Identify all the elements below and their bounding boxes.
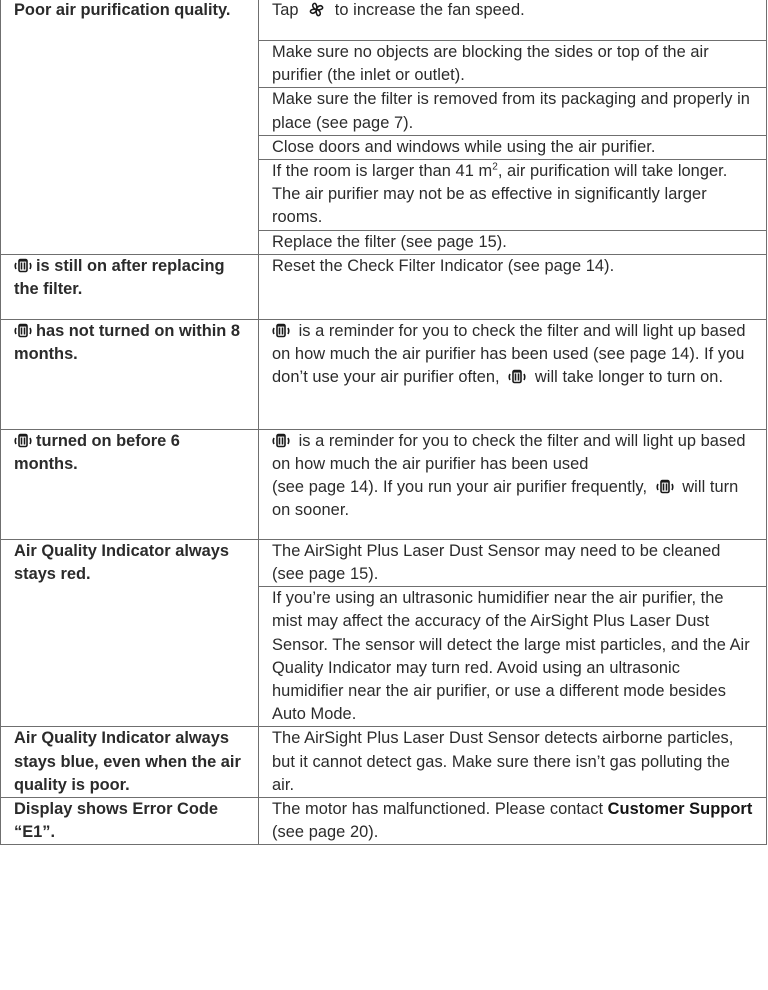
solution-text: is a reminder for you to check the filter and will light up based on how much the air purifier has been used (272, 431, 746, 474)
solution-text: The AirSight Plus Laser Dust Sensor detects airborne particles, but it cannot detect gas. Make sure there isn’t gas polluting the air. (272, 729, 734, 794)
issue-text: Air Quality Indicator always stays red. (14, 541, 229, 584)
table-row (1, 539, 767, 586)
solution-text: If you’re using an ultrasonic humidifier near the air purifier, the mist may affect the accuracy of the AirSight Plus Laser Dust Sensor. The sensor will detect the large mist particles, and the Air Quality Indicator may turn red. Avoid using an ultrasonic humidifier near the air purifier, or use a different mode besides Auto Mode. (272, 589, 750, 724)
table-row (1, 798, 767, 845)
issue-cell (1, 539, 259, 727)
solution-text: If the room is larger than 41 m (272, 162, 493, 181)
issue-cell (1, 319, 259, 429)
issue-cell (1, 727, 259, 798)
solution-text: The AirSight Plus Laser Dust Sensor may need to be cleaned (see page 15). (272, 541, 721, 584)
issue-text: Poor air purification quality. (14, 1, 231, 19)
solution-cell (259, 727, 767, 798)
table-row (1, 254, 767, 319)
superscript: 2 (492, 161, 498, 173)
solution-text: The motor has malfunctioned. Please contact (272, 800, 604, 819)
issue-text: has not turned on within 8 months. (14, 321, 240, 364)
issue-cell (1, 254, 259, 319)
check-filter-icon (272, 432, 290, 449)
solution-text: will turn on sooner. (272, 478, 739, 520)
solution-text: will take longer to turn on. (534, 368, 724, 387)
issue-text: turned on before 6 months. (14, 431, 180, 474)
issue-cell (1, 429, 259, 539)
solution-text: Replace the filter (see page 15). (272, 232, 507, 251)
solution-cell (259, 429, 767, 539)
solution-cell (259, 135, 767, 159)
solution-cell (259, 88, 767, 135)
solution-text: is a reminder for you to check the filter and will light up based on how much the air purifier has been used (see page 14). If you don’t use your air purifier often, (272, 321, 746, 387)
solution-cell (259, 798, 767, 845)
solution-cell (259, 160, 767, 231)
issue-cell (1, 0, 259, 254)
table-row (1, 319, 767, 429)
solution-cell (259, 230, 767, 254)
customer-support-link-text: Customer Support (607, 800, 753, 819)
check-filter-icon (14, 257, 32, 274)
issue-text: is still on after replacing the filter. (14, 256, 225, 299)
solution-text: Tap (272, 1, 299, 19)
solution-cell (259, 254, 767, 319)
solution-text: (see page 14). If you run your air purifier frequently, (272, 478, 648, 497)
issue-text: Display shows Error Code “E1”. (14, 800, 219, 842)
solution-cell (259, 587, 767, 727)
check-filter-icon (272, 322, 290, 339)
issue-text: Air Quality Indicator always stays blue, even when the air quality is poor. (14, 729, 241, 794)
solution-cell (259, 0, 767, 41)
solution-text: (see page 20). (272, 823, 379, 842)
fan-icon (308, 1, 325, 18)
solution-text: Close doors and windows while using the air purifier. (272, 137, 656, 156)
solution-cell (259, 319, 767, 429)
check-filter-icon (508, 368, 526, 385)
check-filter-icon (14, 432, 32, 449)
solution-text: Reset the Check Filter Indicator (see page 14). (272, 256, 615, 275)
solution-text: , air purification will take longer. The air purifier may not be as effective in significantly larger rooms. (272, 162, 728, 227)
solution-text: to increase the fan speed. (334, 1, 525, 19)
table-row (1, 429, 767, 539)
issue-cell (1, 798, 259, 845)
check-filter-icon (14, 322, 32, 339)
solution-cell (259, 41, 767, 88)
table-row (1, 727, 767, 798)
solution-text: Make sure the filter is removed from its packaging and properly in place (see page 7). (272, 90, 750, 132)
table-row (1, 0, 767, 41)
solution-cell (259, 539, 767, 586)
solution-text: Make sure no objects are blocking the sides or top of the air purifier (the inlet or outlet). (272, 43, 709, 85)
check-filter-icon (656, 478, 674, 495)
